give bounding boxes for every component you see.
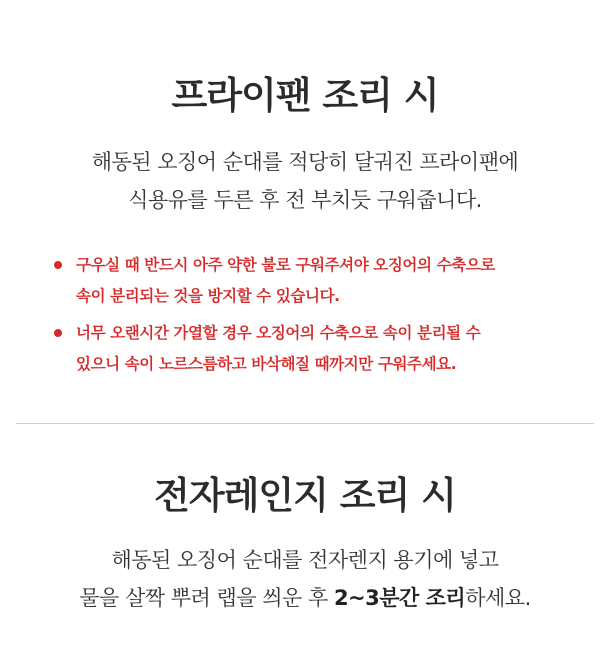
- caution-note-line: 구우실 때 반드시 아주 약한 불로 구워주셔야 오징어의 수축으로: [76, 256, 495, 274]
- caution-note-line: 있으니 속이 노르스름하고 바삭해질 때까지만 구워주세요.: [76, 355, 457, 373]
- microwave-description-line: [0, 579, 610, 617]
- pan-description-line: 식용유를 두른 후 전 부치듯 구워줍니다.: [128, 188, 482, 212]
- microwave-section: [0, 474, 610, 518]
- microwave-description-prefix: 물을 살짝 뿌려 랩을 씌운 후: [79, 586, 334, 610]
- pan-section-title: 프라이팬 조리 시: [171, 74, 439, 117]
- caution-note-line: 너무 오랜시간 가열할 경우 오징어의 수축으로 속이 분리될 수: [76, 324, 481, 342]
- caution-note-line: 속이 분리되는 것을 방지할 수 있습니다.: [76, 287, 340, 305]
- cook-time-emphasis: 2~3분간 조리: [333, 586, 466, 610]
- pan-caution-list: [54, 250, 574, 380]
- microwave-description-suffix: 하세요.: [465, 586, 531, 610]
- caution-note: [54, 318, 574, 380]
- bullet-dot-icon: [54, 261, 62, 269]
- microwave-description-line: 해동된 오징어 순대를 전자렌지 용기에 넣고: [111, 548, 499, 572]
- microwave-section-title: 전자레인지 조리 시: [154, 474, 456, 517]
- pan-section: [0, 74, 610, 118]
- microwave-description: [0, 541, 610, 617]
- section-divider: [16, 423, 594, 424]
- bullet-dot-icon: [54, 329, 62, 337]
- pan-description-line: 해동된 오징어 순대를 적당히 달궈진 프라이팬에: [91, 150, 519, 174]
- caution-note: [54, 250, 574, 312]
- pan-description: [0, 143, 610, 219]
